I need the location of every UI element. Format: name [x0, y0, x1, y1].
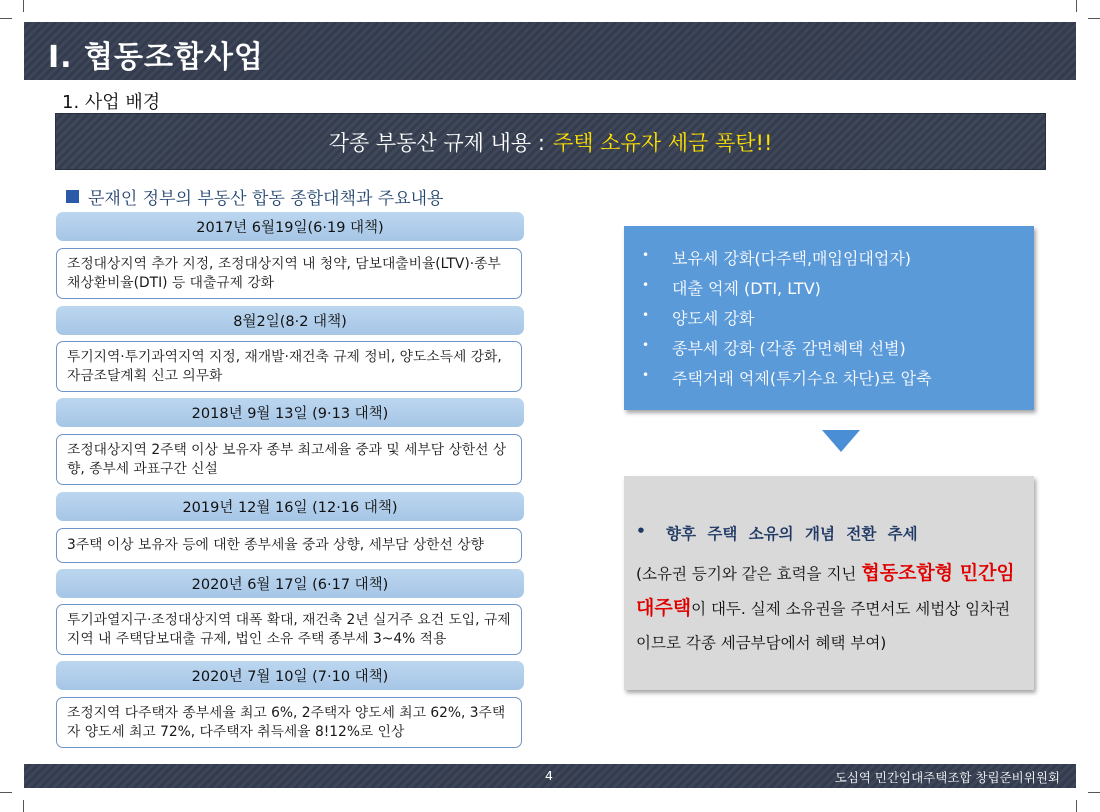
crop-mark	[23, 800, 24, 812]
bullet-icon: •	[642, 308, 650, 322]
summary-item-text: 양도세 강화	[672, 309, 755, 328]
timeline-date: 2019년 12월 16일 (12·16 대책)	[56, 492, 524, 521]
summary-item-text: 종부세 강화 (각종 감면혜택 선별)	[672, 339, 906, 358]
outlook-body	[636, 556, 1020, 660]
outlook-heading-text: 향후 주택 소유의 개념 전환 추세	[666, 525, 918, 543]
crop-mark	[1076, 0, 1077, 12]
timeline-date: 2020년 7월 10일 (7·10 대책)	[56, 661, 524, 690]
timeline-desc: 3주택 이상 보유자 등에 대한 종부세율 중과 상향, 세부담 상한선 상향	[56, 528, 522, 563]
bullet-icon: •	[642, 278, 650, 292]
timeline-date: 2018년 9월 13일 (9·13 대책)	[56, 398, 524, 427]
summary-item	[642, 246, 1034, 276]
outlook-body-post: 이 대두. 실제 소유권을 주면서도 세법상 임차권이므로 각종 세금부담에서 혜택 부여)	[636, 600, 1011, 652]
timeline-desc: 조정대상지역 2주택 이상 보유자 종부 최고세율 중과 및 세부담 상한선 상향, 종부세 과표구간 신설	[56, 434, 522, 485]
summary-item-text: 보유세 강화(다주택,매입임대업자)	[672, 249, 912, 268]
crop-mark	[0, 18, 12, 19]
page-number: 4	[545, 768, 553, 783]
outlook-body-pre: (소유권 등기와 같은 효력을 지닌	[636, 565, 862, 583]
crop-mark	[1088, 792, 1100, 793]
crop-mark	[23, 0, 24, 12]
page-title: Ⅰ. 협동조합사업	[48, 40, 264, 75]
crop-mark	[1088, 18, 1100, 19]
banner-highlight: 주택 소유자 세금 폭탄!!	[552, 130, 773, 155]
headline-banner	[55, 113, 1046, 170]
bullet-icon: •	[642, 338, 650, 352]
section-title: 1. 사업 배경	[62, 92, 161, 113]
summary-box	[624, 226, 1034, 410]
summary-item	[642, 336, 1034, 366]
banner-text: 각종 부동산 규제 내용 :	[328, 130, 545, 155]
crop-mark	[1076, 800, 1077, 812]
summary-item	[642, 366, 1034, 396]
square-bullet-icon	[66, 190, 79, 203]
summary-item-text: 주택거래 억제(투기수요 차단)로 압축	[672, 369, 932, 388]
outlook-box	[624, 476, 1034, 690]
timeline-desc: 조정지역 다주택자 종부세율 최고 6%, 2주택자 양도세 최고 62%, 3주택자 양도세 최고 72%, 다주택자 취득세율 8!12%로 인상	[56, 697, 522, 748]
bullet-icon: •	[636, 522, 646, 540]
timeline-desc: 조정대상지역 추가 지정, 조정대상지역 내 청약, 담보대출비율(LTV)·종부채상환비율(DTI) 등 대출규제 강화	[56, 248, 522, 299]
timeline-date: 2017년 6월19일(6·19 대책)	[56, 212, 524, 241]
timeline-desc: 투기지역·투기과역지역 지정, 재개발·재건축 규제 정비, 양도소득세 강화, 자금조달계획 신고 의무화	[56, 341, 522, 392]
subheading-text: 문재인 정부의 부동산 합동 종합대책과 주요내용	[88, 189, 444, 209]
bullet-icon: •	[642, 368, 650, 382]
summary-item	[642, 276, 1034, 306]
down-arrow-icon	[822, 430, 860, 452]
timeline-date: 8월2일(8·2 대책)	[56, 306, 524, 335]
policy-subheading	[66, 184, 443, 209]
timeline-desc: 투기과열지구·조정대상지역 대폭 확대, 재건축 2년 실거주 요건 도입, 규제지역 내 주택담보대출 규제, 법인 소유 주택 종부세 3~4% 적용	[56, 604, 522, 655]
footer-band	[24, 764, 1076, 788]
outlook-highlight: 협동조합형 민간임대주택	[636, 562, 1015, 619]
crop-mark	[0, 792, 12, 793]
timeline-date: 2020년 6월 17일 (6·17 대책)	[56, 569, 524, 598]
summary-item-text: 대출 억제 (DTI, LTV)	[672, 279, 821, 298]
outlook-heading	[636, 522, 1020, 544]
bullet-icon: •	[642, 248, 650, 262]
organization-name: 도심역 민간임대주택조합 창립준비위원회	[834, 770, 1060, 785]
summary-item	[642, 306, 1034, 336]
